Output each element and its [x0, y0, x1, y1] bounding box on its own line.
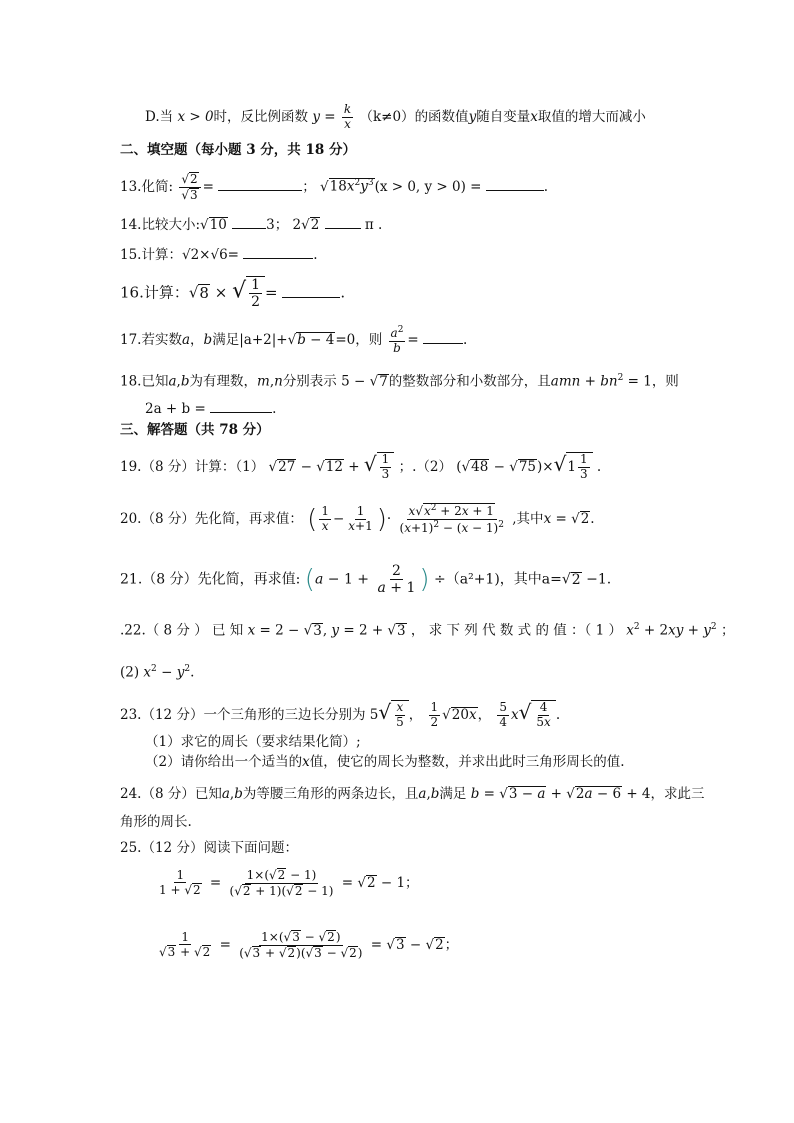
answer-blank[interactable]: [243, 244, 313, 259]
example-2: $\frac{1}{√3 + √2}$ = $\frac{1\times(√3 - √2)}{(√3 + √2)(√3 - √2)}$ = √3 − √2；: [159, 929, 459, 960]
answer-blank[interactable]: [218, 176, 302, 191]
question-18: 18.已知a,b为有理数，m,n分别表示 5 − √7的整数部分和小数部分，且amn + $bn^2 = 1$，则: [120, 373, 679, 390]
question-13: 13.化简: $\frac{√2}{√3}$ = ； $√18x^2y^3(x > 0$, y > 0) = .: [120, 172, 549, 202]
answer-blank[interactable]: [210, 398, 272, 413]
section-3-title: 三、解答题（共 78 分）: [120, 422, 270, 438]
answer-blank[interactable]: [486, 176, 544, 191]
question-18-line2: 2a + b = .: [145, 398, 276, 419]
option-d: D.当 x > 0时，反比例函数 y = $\frac{k}{x}$ （k≠0）的函数值y随自变量x取值的增大而减小: [145, 102, 646, 131]
answer-blank[interactable]: [282, 283, 340, 298]
question-23-sub2: （2）请你给出一个适当的x值，使它的周长为整数，并求出此时三角形周长的值.: [145, 754, 625, 770]
answer-blank[interactable]: [325, 214, 361, 229]
question-23-sub1: （1）求它的周长（要求结果化简）;: [145, 734, 361, 750]
answer-blank[interactable]: [423, 329, 463, 344]
question-17: 17.若实数a，b满足|a+2|+√b − 4=0，则 $\frac{a^2}{b}$ = .: [120, 325, 468, 355]
question-24-line2: 角形的周长.: [120, 814, 192, 830]
question-25: 25.（12 分）阅读下面问题：: [120, 840, 298, 856]
section-2-title: 二、填空题（每小题 3 分，共 18 分）: [120, 142, 356, 158]
question-22-line2: (2) $x^2 - y^2$.: [120, 664, 195, 681]
question-20: 20.（8 分）先化简，再求值： ( $\frac{1}{x}$ − $\frac{1}{x+1}$ )· $\frac{x√x^2 + 2x + 1}{(x+1)^2 - (x - 1)^2}$ ,其中x = √2.: [120, 503, 595, 535]
question-16: 16.计算：√8 × √ $\frac{1}{2}$ = .: [120, 277, 346, 311]
question-24: 24.（8 分）已知a,b为等腰三角形的两条边长，且a,b满足 b = √3 − a + √2a − 6 + 4，求此三: [120, 786, 705, 802]
example-1: $\frac{1}{1 + √2}$ = $\frac{1\times(√2 - 1)}{(√2 + 1)(√2 - 1)}$ = √2 − 1；: [159, 867, 419, 898]
question-14: 14.比较大小:√10 3； 2√2 π .: [120, 214, 382, 235]
question-21: 21.（8 分）先化简，再求值: (a − 1 + $\frac{2}{a + 1}$ ) ÷（a²+1)，其中a=√2 −1.: [120, 563, 612, 597]
answer-blank[interactable]: [232, 214, 266, 229]
question-23: 23.（12 分）一个三角形的三边长分别为 5√ $\frac{x}{5}$ ， $\frac{1}{2}$ √20x， $\frac{5}{4}$ x√ $\frac{4}{5x}$ .: [120, 699, 561, 729]
question-22: .22.（ 8 分 ） 已 知 x = 2 − √3, y = 2 + √3 ， 求 下 列 代 数 式 的 值 ：（ 1 ） $x^2 + 2xy + y^2$ ；: [120, 622, 735, 639]
question-15: 15.计算：√2×√6= .: [120, 244, 318, 265]
question-19: 19.（8 分）计算：（1） √27 − √12 + √ $\frac{1}{3}$ ；.（2） (√48 − √75)×√1 $\frac{1}{3}$ .: [120, 451, 602, 481]
fraction-k-over-x: $\frac{k}{x}$: [343, 102, 352, 131]
